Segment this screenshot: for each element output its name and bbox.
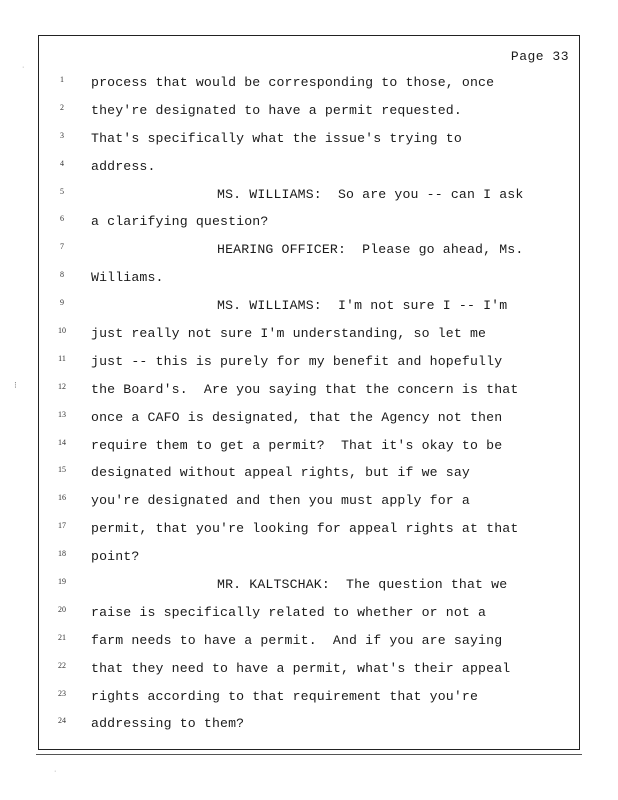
line-text: just -- this is purely for my benefit and hopefully xyxy=(91,353,503,369)
transcript-line xyxy=(39,487,579,515)
transcript-line xyxy=(39,459,579,487)
transcript-page xyxy=(38,35,580,750)
line-text: they're designated to have a permit requested. xyxy=(91,102,462,118)
line-number: 7 xyxy=(60,242,64,252)
line-text: Williams. xyxy=(91,270,164,286)
line-number: 9 xyxy=(60,298,64,308)
line-text: that they need to have a permit, what's their appeal xyxy=(91,660,511,676)
transcript-line xyxy=(39,515,579,543)
scan-mark: · xyxy=(22,64,25,71)
line-text: you're designated and then you must apply for a xyxy=(91,493,470,509)
line-number: 21 xyxy=(58,632,66,642)
transcript-line xyxy=(39,571,579,599)
transcript-line xyxy=(39,320,579,348)
transcript-line xyxy=(39,432,579,460)
transcript-line xyxy=(39,264,579,292)
line-number: 23 xyxy=(58,688,66,698)
line-number: 20 xyxy=(58,604,66,614)
line-text: address. xyxy=(91,158,156,174)
line-text: point? xyxy=(91,549,140,565)
line-number: 13 xyxy=(58,409,66,419)
line-text: designated without appeal rights, but if we say xyxy=(91,465,470,481)
line-number: 1 xyxy=(60,75,64,84)
line-number: 4 xyxy=(60,158,64,168)
line-text: addressing to them? xyxy=(91,716,245,732)
scan-mark: · xyxy=(54,768,57,775)
page-number: Page 33 xyxy=(510,49,569,64)
line-number: 14 xyxy=(58,437,66,447)
line-text: just really not sure I'm understanding, so let me xyxy=(91,326,487,342)
transcript-line xyxy=(39,376,579,404)
line-number: 12 xyxy=(58,381,66,391)
transcript-line xyxy=(39,655,579,683)
transcript-line xyxy=(39,236,579,264)
line-number: 22 xyxy=(58,660,66,670)
line-text: once a CAFO is designated, that the Agency not then xyxy=(91,409,503,425)
speaker-line-text: MR. KALTSCHAK: The question that we xyxy=(217,577,508,593)
page-bottom-rule xyxy=(36,754,582,755)
transcript-line xyxy=(39,208,579,236)
transcript-line xyxy=(39,710,579,738)
transcript-line xyxy=(39,153,579,181)
transcript-line xyxy=(39,69,579,97)
transcript-line xyxy=(39,683,579,711)
transcript-line xyxy=(39,404,579,432)
line-text: require them to get a permit? That it's okay to be xyxy=(91,437,503,453)
line-number: 18 xyxy=(58,549,66,559)
speaker-line-text: MS. WILLIAMS: I'm not sure I -- I'm xyxy=(217,298,508,314)
line-number: 19 xyxy=(58,577,66,587)
transcript-line xyxy=(39,97,579,125)
line-number: 11 xyxy=(58,353,66,363)
transcript-lines xyxy=(39,69,579,738)
line-number: 3 xyxy=(60,130,64,140)
transcript-line xyxy=(39,181,579,209)
line-number: 2 xyxy=(60,102,64,112)
line-text: process that would be corresponding to those, once xyxy=(91,75,495,90)
scan-mark: ⁝ xyxy=(14,380,17,390)
transcript-line xyxy=(39,599,579,627)
line-number: 6 xyxy=(60,214,64,224)
speaker-line-text: MS. WILLIAMS: So are you -- can I ask xyxy=(217,186,524,202)
line-text: raise is specifically related to whether or not a xyxy=(91,604,487,620)
transcript-line xyxy=(39,292,579,320)
line-number: 17 xyxy=(58,521,66,531)
line-text: rights according to that requirement that you're xyxy=(91,688,479,704)
transcript-line xyxy=(39,348,579,376)
line-text: permit, that you're looking for appeal rights at that xyxy=(91,521,519,537)
line-text: the Board's. Are you saying that the concern is that xyxy=(91,381,519,397)
line-text: farm needs to have a permit. And if you are saying xyxy=(91,632,503,648)
line-number: 15 xyxy=(58,465,66,475)
speaker-line-text: HEARING OFFICER: Please go ahead, Ms. xyxy=(217,242,524,258)
line-number: 10 xyxy=(58,326,66,336)
transcript-line xyxy=(39,125,579,153)
line-number: 8 xyxy=(60,270,64,280)
transcript-line xyxy=(39,627,579,655)
line-number: 24 xyxy=(58,716,66,726)
line-text: a clarifying question? xyxy=(91,214,269,230)
line-number: 16 xyxy=(58,493,66,503)
transcript-line xyxy=(39,543,579,571)
line-number: 5 xyxy=(60,186,64,196)
line-text: That's specifically what the issue's trying to xyxy=(91,130,462,146)
